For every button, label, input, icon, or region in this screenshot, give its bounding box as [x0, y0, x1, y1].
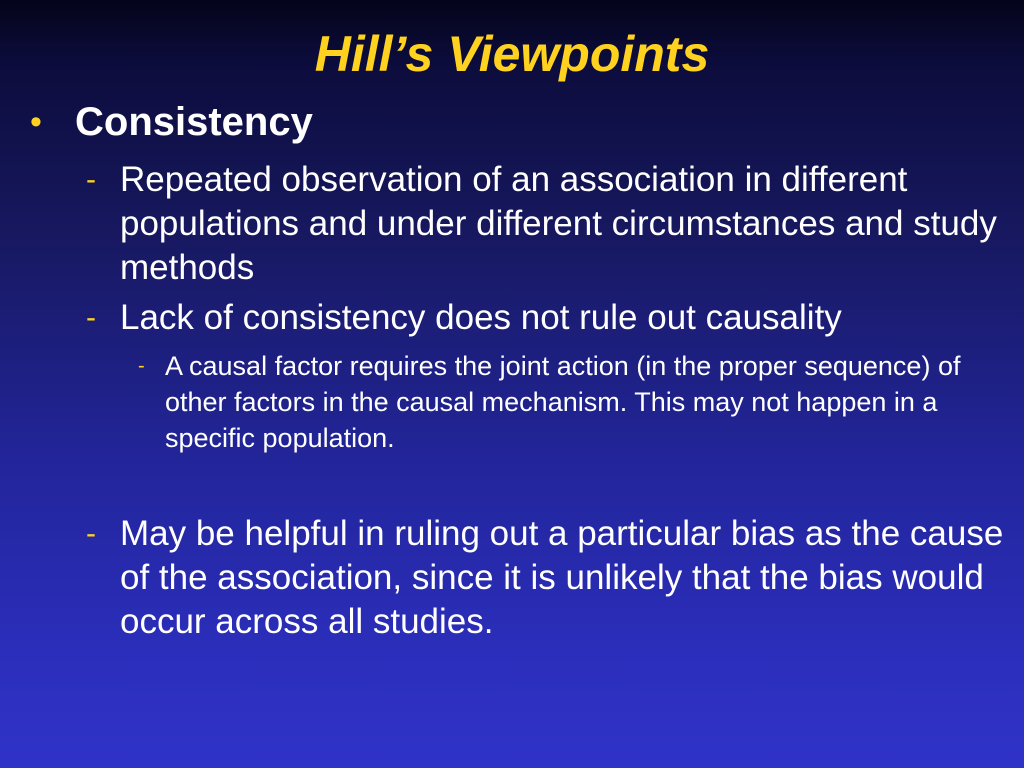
dash-marker: - — [138, 355, 145, 377]
dash-marker: - — [86, 163, 96, 196]
list-item — [86, 512, 1016, 644]
list-item-text: A causal factor requires the joint action (in the proper sequence) of other factors in the causal mechanism. This may not happen in a specific population. — [165, 351, 961, 453]
dash-marker: - — [86, 301, 96, 334]
bullet-marker: • — [30, 103, 42, 141]
list-item-text: Lack of consistency does not rule out causality — [120, 298, 842, 337]
list-item — [86, 158, 1016, 290]
list-item — [86, 296, 1016, 340]
bullet-consistency — [30, 96, 313, 148]
list-item-text: May be helpful in ruling out a particular bias as the cause of the association, since it is unlikely that the bias would occur across all studies. — [120, 514, 1004, 641]
list-item — [138, 348, 998, 456]
bullet-heading: Consistency — [75, 100, 313, 144]
slide-title: Hill’s Viewpoints — [314, 26, 710, 82]
list-item-text: Repeated observation of an association in different populations and under different circumstances and study methods — [120, 160, 997, 287]
dash-marker: - — [86, 517, 96, 550]
